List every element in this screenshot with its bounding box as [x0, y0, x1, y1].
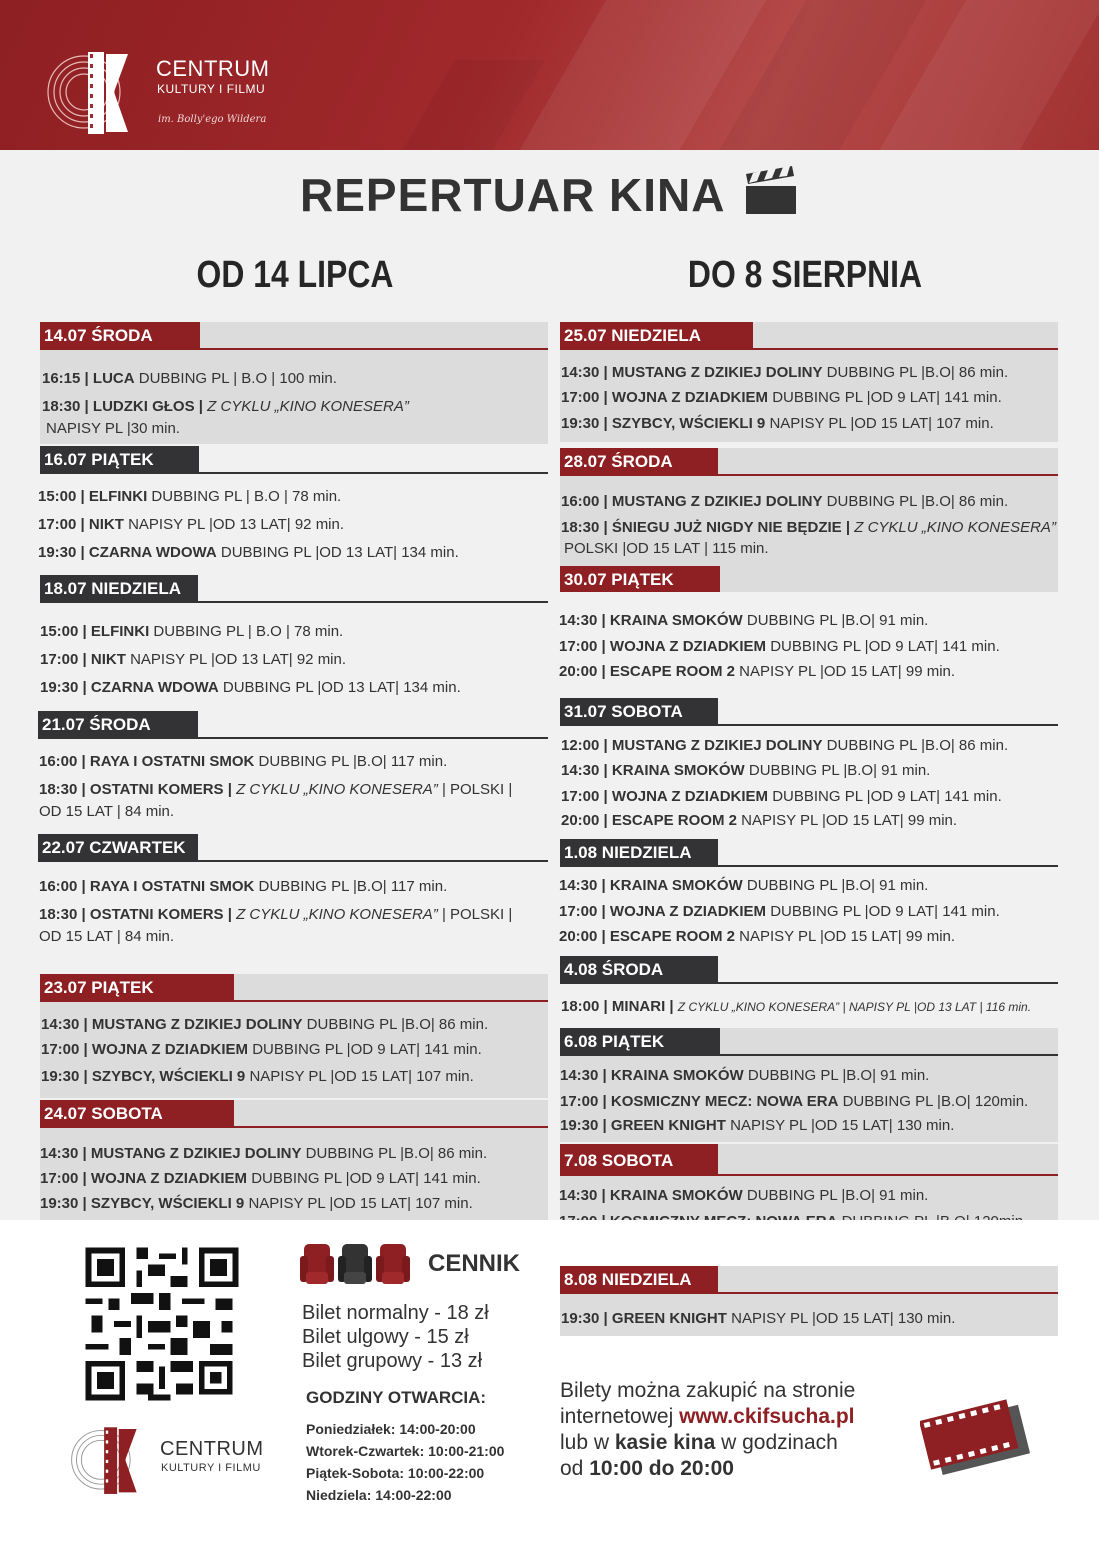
price-list-title: CENNIK: [428, 1250, 521, 1277]
show-row[interactable]: 17:00 | WOJNA Z DZIADKIEM DUBBING PL |OD 9 LAT| 141 min.: [40, 1170, 481, 1187]
show-row[interactable]: 19:30 | SZYBCY, WŚCIEKLI 9 NAPISY PL |OD 15 LAT| 107 min.: [561, 415, 994, 432]
ticket-info: [560, 1378, 855, 1482]
show-row[interactable]: 12:00 | MUSTANG Z DZIKIEJ DOLINY DUBBING PL |B.O| 86 min.: [561, 737, 1009, 754]
show-row[interactable]: 18:00 | MINARI | Z CYKLU „KINO KONESERA” | NAPISY PL |OD 13 LAT | 116 min.: [561, 998, 1032, 1015]
show-row[interactable]: 20:00 | ESCAPE ROOM 2 NAPISY PL |OD 15 LAT| 99 min.: [559, 663, 956, 680]
show-row-continued: OD 15 LAT | 84 min.: [39, 803, 175, 820]
show-row[interactable]: 19:30 | CZARNA WDOWA DUBBING PL |OD 13 LAT| 134 min.: [38, 544, 459, 561]
show-row[interactable]: 16:00 | MUSTANG Z DZIKIEJ DOLINY DUBBING PL |B.O| 86 min.: [561, 493, 1009, 510]
footer-logo-subtitle: KULTURY I FILMU: [161, 1462, 261, 1474]
day-label: 21.07 ŚRODA: [38, 711, 198, 739]
day-label: 4.08 ŚRODA: [560, 956, 718, 984]
show-row[interactable]: 18:30 | LUDZKI GŁOS | Z CYKLU „KINO KONESERA”: [42, 398, 409, 415]
day-block: [560, 698, 1058, 832]
date-to: DO 8 SIERPNIA: [687, 254, 923, 296]
price-item: Bilet normalny - 18 zł: [302, 1302, 489, 1324]
date-from: OD 14 LIPCA: [196, 254, 394, 296]
ticket-info-line: od 10:00 do 20:00: [560, 1457, 734, 1480]
ticket-info-line: Bilety można zakupić na stronie: [560, 1379, 856, 1402]
show-row[interactable]: 14:30 | MUSTANG Z DZIKIEJ DOLINY DUBBING PL |B.O| 86 min.: [561, 364, 1009, 381]
ticket-info-line: lub w kasie kina w godzinach: [560, 1431, 838, 1454]
day-label: 31.07 SOBOTA: [560, 698, 718, 726]
show-row[interactable]: 19:30 | SZYBCY, WŚCIEKLI 9 NAPISY PL |OD 15 LAT| 107 min.: [41, 1068, 474, 1085]
show-row[interactable]: 16:15 | LUCA DUBBING PL | B.O | 100 min.: [42, 370, 337, 387]
show-row[interactable]: 20:00 | ESCAPE ROOM 2 NAPISY PL |OD 15 LAT| 99 min.: [559, 928, 956, 945]
show-row[interactable]: 20:00 | ESCAPE ROOM 2 NAPISY PL |OD 15 LAT| 99 min.: [561, 812, 958, 829]
show-row[interactable]: 15:00 | ELFINKI DUBBING PL | B.O | 78 min.: [40, 623, 344, 640]
logo-title: CENTRUM: [156, 56, 270, 81]
opening-hours-item: Wtorek-Czwartek: 10:00-21:00: [306, 1443, 505, 1459]
show-row-continued: NAPISY PL |30 min.: [46, 420, 180, 437]
show-row[interactable]: 17:00 | WOJNA Z DZIADKIEM DUBBING PL |OD 9 LAT| 141 min.: [561, 788, 1002, 805]
logo-subtitle: KULTURY I FILMU: [157, 82, 266, 96]
day-label: 18.07 NIEDZIELA: [40, 575, 198, 603]
show-row[interactable]: 17:00 | NIKT NAPISY PL |OD 13 LAT| 92 min.: [38, 516, 345, 533]
show-row[interactable]: 19:30 | GREEN KNIGHT NAPISY PL |OD 15 LAT| 130 min.: [560, 1117, 955, 1134]
day-label: 8.08 NIEDZIELA: [560, 1266, 718, 1294]
show-row[interactable]: 14:30 | MUSTANG Z DZIKIEJ DOLINY DUBBING PL |B.O| 86 min.: [40, 1145, 488, 1162]
day-label: 7.08 SOBOTA: [560, 1144, 718, 1176]
show-row-continued: OD 15 LAT | 84 min.: [39, 928, 175, 945]
price-item: Bilet grupowy - 13 zł: [302, 1350, 483, 1372]
day-label: 30.07 PIĄTEK: [560, 566, 720, 594]
opening-hours-item: Niedziela: 14:00-22:00: [306, 1487, 452, 1503]
day-label: 24.07 SOBOTA: [40, 1100, 234, 1128]
day-block: [40, 1100, 548, 1220]
footer-logo-title: CENTRUM: [160, 1438, 264, 1460]
logo-mark-icon: [70, 1424, 148, 1494]
day-block: [560, 1028, 1058, 1142]
show-row[interactable]: 19:30 | SZYBCY, WŚCIEKLI 9 NAPISY PL |OD 15 LAT| 107 min.: [40, 1195, 473, 1212]
show-row[interactable]: 14:30 | KRAINA SMOKÓW DUBBING PL |B.O| 91 min.: [560, 1067, 930, 1084]
day-block: [560, 956, 1058, 1026]
day-label: 1.08 NIEDZIELA: [560, 839, 718, 867]
ticket-info-line: internetowej www.ckifsucha.pl: [560, 1405, 855, 1428]
day-label: 6.08 PIĄTEK: [560, 1028, 720, 1056]
day-block: [40, 575, 548, 701]
show-row[interactable]: 14:30 | KRAINA SMOKÓW DUBBING PL |B.O| 91 min.: [559, 877, 929, 894]
day-label: 25.07 NIEDZIELA: [560, 322, 753, 350]
cinema-seats-icon: [300, 1234, 410, 1290]
show-row[interactable]: 18:30 | ŚNIEGU JUŻ NIGDY NIE BĘDZIE | Z CYKLU „KINO KONESERA”: [561, 519, 1056, 536]
show-row[interactable]: 14:30 | KRAINA SMOKÓW DUBBING PL |B.O| 91 min.: [561, 762, 931, 779]
show-row[interactable]: 16:00 | RAYA I OSTATNI SMOK DUBBING PL |B.O| 117 min.: [39, 878, 448, 895]
show-row-continued: POLSKI |OD 15 LAT | 115 min.: [564, 540, 769, 557]
day-label: 22.07 CZWARTEK: [38, 834, 198, 862]
page-title: REPERTUAR KINA: [300, 169, 726, 221]
website-link[interactable]: www.ckifsucha.pl: [679, 1405, 855, 1428]
opening-hours-item: Poniedziałek: 14:00-20:00: [306, 1421, 476, 1437]
show-row[interactable]: 15:00 | ELFINKI DUBBING PL | B.O | 78 min.: [38, 488, 342, 505]
show-row[interactable]: 18:30 | OSTATNI KOMERS | Z CYKLU „KINO KONESERA” | POLSKI |: [39, 781, 513, 798]
show-row[interactable]: 17:00 | WOJNA Z DZIADKIEM DUBBING PL |OD 9 LAT| 141 min.: [559, 903, 1000, 920]
day-block: [40, 974, 548, 1098]
show-row[interactable]: 14:30 | MUSTANG Z DZIKIEJ DOLINY DUBBING PL |B.O| 86 min.: [41, 1016, 489, 1033]
day-block: [560, 839, 1058, 951]
clapperboard-icon: [744, 166, 798, 216]
day-block: [560, 592, 1058, 692]
show-row[interactable]: 18:30 | OSTATNI KOMERS | Z CYKLU „KINO KONESERA” | POLSKI |: [39, 906, 513, 923]
show-row[interactable]: 19:30 | CZARNA WDOWA DUBBING PL |OD 13 LAT| 134 min.: [40, 679, 461, 696]
day-block: [38, 711, 548, 827]
opening-hours-item: Piątek-Sobota: 10:00-22:00: [306, 1465, 485, 1481]
day-block: [560, 322, 1058, 442]
opening-hours-title: GODZINY OTWARCIA:: [306, 1388, 487, 1407]
show-row[interactable]: 17:00 | WOJNA Z DZIADKIEM DUBBING PL |OD 9 LAT| 141 min.: [561, 389, 1002, 406]
day-block: [560, 1266, 1058, 1336]
day-label: 23.07 PIĄTEK: [40, 974, 234, 1002]
logo-mark-icon: [46, 48, 142, 134]
show-row[interactable]: 17:00 | WOJNA Z DZIADKIEM DUBBING PL |OD 9 LAT| 141 min.: [559, 638, 1000, 655]
show-row[interactable]: 19:30 | GREEN KNIGHT NAPISY PL |OD 15 LAT| 130 min.: [561, 1310, 956, 1327]
day-label: 14.07 ŚRODA: [40, 322, 200, 350]
day-block: [560, 448, 1058, 592]
show-row[interactable]: 17:00 | KOSMICZNY MECZ: NOWA ERA DUBBING PL |B.O| 120min.: [560, 1093, 1029, 1110]
day-label: 28.07 ŚRODA: [560, 448, 718, 476]
show-row[interactable]: 14:30 | KRAINA SMOKÓW DUBBING PL |B.O| 91 min.: [559, 1187, 929, 1204]
day-block: [38, 834, 548, 952]
day-block: [40, 322, 548, 444]
show-row[interactable]: 16:00 | RAYA I OSTATNI SMOK DUBBING PL |B.O| 117 min.: [39, 753, 448, 770]
qr-code-icon[interactable]: [80, 1242, 244, 1406]
film-strip-icon: [920, 1390, 1030, 1480]
day-block: [40, 446, 548, 570]
show-row[interactable]: 17:00 | WOJNA Z DZIADKIEM DUBBING PL |OD 9 LAT| 141 min.: [41, 1041, 482, 1058]
logo-signature: im. Bolly'ego Wildera: [158, 114, 267, 125]
day-label: 16.07 PIĄTEK: [40, 446, 199, 474]
show-row[interactable]: 14:30 | KRAINA SMOKÓW DUBBING PL |B.O| 91 min.: [559, 612, 929, 629]
price-item: Bilet ulgowy - 15 zł: [302, 1326, 469, 1348]
show-row[interactable]: 17:00 | NIKT NAPISY PL |OD 13 LAT| 92 min.: [40, 651, 347, 668]
